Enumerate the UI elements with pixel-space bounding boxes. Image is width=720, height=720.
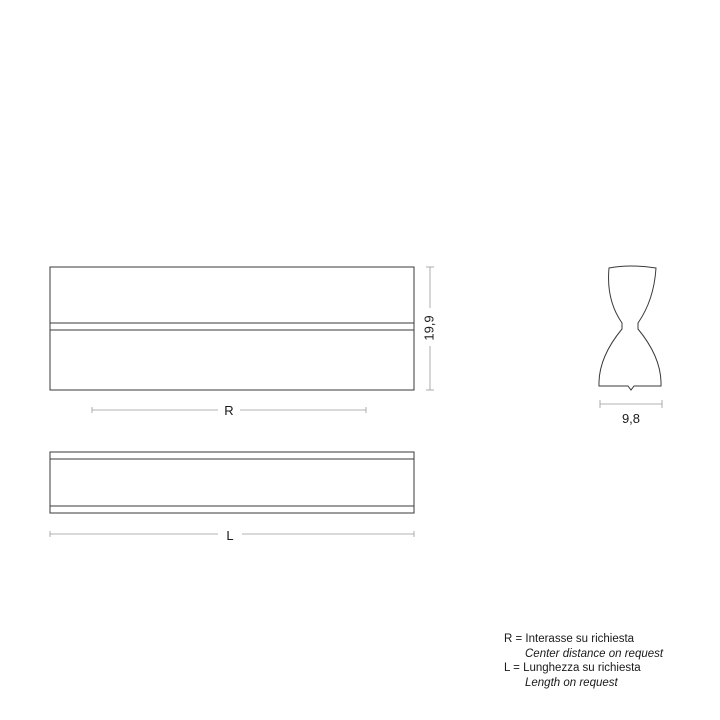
length-dimension (50, 526, 414, 543)
height-dimension-label: 19,9 (421, 315, 437, 341)
top-view-outline (50, 452, 414, 513)
depth-dimension (600, 400, 662, 426)
legend-l-english: Length on request (525, 676, 618, 689)
front-view (50, 267, 414, 390)
length-dimension-label: L (226, 528, 234, 543)
depth-dimension-label: 9,8 (621, 411, 641, 426)
interaxis-dimension (92, 402, 366, 418)
side-profile-outline (599, 266, 661, 390)
front-view-outline (50, 267, 414, 390)
legend-r-line: R = Interasse su richiesta (504, 633, 635, 645)
legend-l-line: L = Lunghezza su richiesta (504, 662, 641, 674)
legend-r-english: Center distance on request (525, 647, 664, 660)
height-dimension (421, 267, 439, 390)
interaxis-dimension-label: R (224, 403, 234, 418)
side-profile (599, 266, 661, 390)
legend (504, 632, 663, 690)
top-view (50, 452, 414, 513)
